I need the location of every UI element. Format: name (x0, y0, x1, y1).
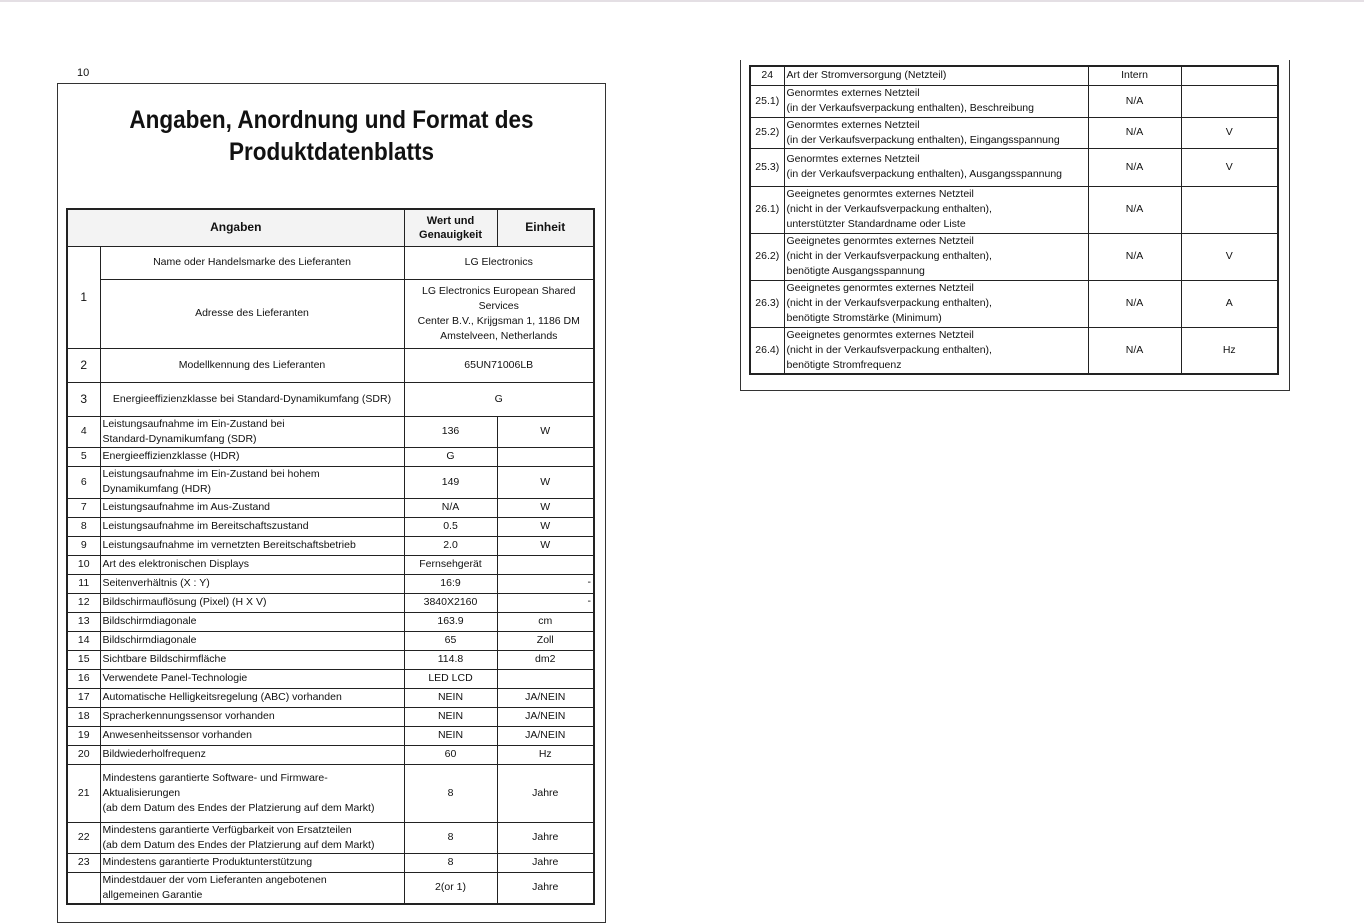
unit-text: V (1225, 126, 1233, 138)
page-number: 10 (77, 67, 90, 79)
row-number: 17 (67, 688, 100, 707)
row-value: N/A (1088, 186, 1181, 233)
table-row (67, 574, 594, 593)
row-value: 149 (404, 466, 497, 498)
row-number: 8 (67, 517, 100, 536)
row-value: N/A (1088, 148, 1181, 186)
unit-text: W (540, 425, 551, 437)
power-supply-table (749, 65, 1279, 375)
row-label (100, 650, 404, 669)
row-label-line: Geeignetes genormtes externes Netzteil (786, 328, 974, 341)
row-label (100, 726, 404, 745)
row-unit (497, 669, 594, 688)
row-label (100, 593, 404, 612)
row-label-line: (nicht in der Verkaufsverpackung enthalten), (786, 343, 992, 356)
table-row (67, 517, 594, 536)
row-unit (497, 466, 594, 498)
table-row (67, 650, 594, 669)
row-label-line: Bildschirmauflösung (Pixel) (H X V) (102, 596, 267, 608)
row-number: 19 (67, 726, 100, 745)
row-value: 8 (404, 764, 497, 822)
row-value: NEIN (404, 707, 497, 726)
row-unit (497, 688, 594, 707)
row-value: 0.5 (404, 517, 497, 536)
row-label-line: Mindestens garantierte Produktunterstützung (102, 856, 313, 868)
row-value: 65 (404, 631, 497, 650)
row-label-line: Mindestens garantierte Verfügbarkeit von Ersatzteilen (102, 823, 352, 836)
row-value: 114.8 (404, 650, 497, 669)
row-value: N/A (1088, 280, 1181, 327)
row-number: 26.4) (750, 327, 784, 374)
row-number: 2 (67, 348, 100, 382)
row-number: 18 (67, 707, 100, 726)
table-row (67, 688, 594, 707)
row-number: 11 (67, 574, 100, 593)
table-row (67, 745, 594, 764)
unit-text: W (540, 539, 551, 551)
row-label-line: (nicht in der Verkaufsverpackung enthalten), (786, 250, 992, 262)
table-row (750, 327, 1278, 374)
unit-text: Hz (1222, 343, 1236, 356)
row-number: 25.3) (750, 148, 784, 186)
row-label (100, 669, 404, 688)
table-row (67, 669, 594, 688)
row-label-line: Energieeffizienzklasse (HDR) (102, 450, 240, 462)
row-label: Energieeffizienzklasse bei Standard-Dynamikumfang (SDR) (100, 382, 404, 416)
table-row (750, 186, 1278, 233)
row-label (100, 466, 404, 498)
row-label: Modellkennung des Lieferanten (100, 348, 404, 382)
row-label-line: Genormtes externes Netzteil (786, 87, 920, 99)
row-number: 16 (67, 669, 100, 688)
row-label-line: Art des elektronischen Displays (102, 558, 249, 570)
row-number: 21 (67, 764, 100, 822)
unit-text: Jahre (532, 786, 559, 799)
row-label-line: Mindestens garantierte Software- und Firmware-Aktualisierungen (102, 771, 328, 799)
row-number: 7 (67, 498, 100, 517)
row-value: 2.0 (404, 536, 497, 555)
row-number (67, 872, 100, 904)
row-label-line: Geeignetes genormtes externes Netzteil (786, 282, 974, 294)
table-row (67, 246, 594, 279)
row-label-line: Genormtes externes Netzteil (786, 118, 920, 131)
row-unit (1181, 66, 1278, 85)
row-unit (1181, 280, 1278, 327)
unit-text: JA/NEIN (525, 710, 566, 722)
row-unit (497, 853, 594, 872)
row-label-line: Leistungsaufnahme im Ein-Zustand bei (102, 417, 285, 430)
row-label (100, 764, 404, 822)
row-unit (497, 574, 594, 593)
table-row (67, 764, 594, 822)
row-label-line: (ab dem Datum des Endes der Platzierung auf dem Markt) (102, 838, 375, 851)
row-number: 15 (67, 650, 100, 669)
table-row (750, 280, 1278, 327)
row-number: 25.1) (750, 85, 784, 117)
row-number: 22 (67, 822, 100, 853)
row-label (784, 117, 1088, 148)
row-label-line: (in der Verkaufsverpackung enthalten), Beschreibung (786, 102, 1034, 114)
row-value: 3840X2160 (404, 593, 497, 612)
row-label (100, 447, 404, 466)
row-number: 25.2) (750, 117, 784, 148)
table-row (67, 279, 594, 348)
row-number: 3 (67, 382, 100, 416)
row-value: N/A (1088, 327, 1181, 374)
row-value: Intern (1088, 66, 1181, 85)
row-label (100, 498, 404, 517)
table-row (67, 822, 594, 853)
row-label (784, 85, 1088, 117)
unit-text: dm2 (535, 653, 556, 665)
table-row (67, 416, 594, 447)
row-number: 26.2) (750, 233, 784, 280)
row-unit (497, 498, 594, 517)
unit-dash: - (587, 594, 591, 607)
row-label-line: Leistungsaufnahme im Bereitschaftszustand (102, 520, 309, 532)
row-number: 6 (67, 466, 100, 498)
row-label-line: Spracherkennungssensor vorhanden (102, 710, 275, 722)
row-label-line: benötigte Ausgangsspannung (786, 265, 925, 277)
row-number: 14 (67, 631, 100, 650)
table-row (67, 631, 594, 650)
unit-text: cm (538, 615, 553, 627)
row-label-line: Bildschirmdiagonale (102, 634, 197, 646)
row-unit (497, 536, 594, 555)
row-number: 12 (67, 593, 100, 612)
row-unit (497, 726, 594, 745)
unit-text: V (1225, 250, 1233, 262)
row-label-line: (ab dem Datum des Endes der Platzierung auf dem Markt) (102, 801, 375, 814)
row-number: 20 (67, 745, 100, 764)
row-label-line: Leistungsaufnahme im Ein-Zustand bei hohem (102, 468, 320, 480)
row-unit (497, 650, 594, 669)
header-angaben: Angaben (67, 209, 404, 246)
row-number: 1 (67, 246, 100, 348)
row-unit (1181, 85, 1278, 117)
row-number: 9 (67, 536, 100, 555)
row-unit (497, 707, 594, 726)
row-label: Name oder Handelsmarke des Lieferanten (100, 246, 404, 279)
table-row (67, 612, 594, 631)
unit-text: JA/NEIN (525, 729, 566, 741)
row-value: LED LCD (404, 669, 497, 688)
row-value: 8 (404, 822, 497, 853)
row-unit (497, 416, 594, 447)
row-number: 24 (750, 66, 784, 85)
row-label-line: (nicht in der Verkaufsverpackung enthalten), (786, 203, 992, 215)
row-label (100, 853, 404, 872)
row-unit (497, 745, 594, 764)
row-label-line: Automatische Helligkeitsregelung (ABC) vorhanden (102, 691, 342, 703)
unit-text: Jahre (532, 856, 559, 868)
row-label (784, 280, 1088, 327)
row-label-line: allgemeinen Garantie (102, 888, 203, 901)
row-label-line: Verwendete Panel-Technologie (102, 672, 248, 684)
row-unit (497, 612, 594, 631)
table-row (750, 233, 1278, 280)
table-header-row (67, 209, 594, 246)
row-label-line: Leistungsaufnahme im Aus-Zustand (102, 501, 271, 513)
table-row (750, 66, 1278, 85)
unit-dash: - (587, 575, 591, 588)
unit-text: Jahre (532, 881, 559, 894)
unit-text: W (540, 520, 551, 532)
row-value: N/A (1088, 117, 1181, 148)
table-row (67, 726, 594, 745)
table-row (67, 498, 594, 517)
row-number: 5 (67, 447, 100, 466)
unit-text: Hz (538, 748, 552, 760)
row-unit (497, 631, 594, 650)
unit-text: Jahre (532, 831, 559, 843)
row-value: 65UN71006LB (404, 348, 594, 382)
table-row (67, 853, 594, 872)
unit-text: A (1225, 297, 1233, 309)
unit-text: Zoll (536, 634, 554, 646)
row-value: LG Electronics European Shared Services Center B.V., Krijgsman 1, 1186 DM Amstelveen, Netherlands (404, 279, 594, 348)
row-value: 16:9 (404, 574, 497, 593)
table-row (67, 593, 594, 612)
unit-text: W (540, 475, 551, 488)
row-label-line: Dynamikumfang (HDR) (102, 483, 212, 495)
table-row (67, 872, 594, 904)
row-number: 4 (67, 416, 100, 447)
product-data-table (66, 208, 595, 905)
row-label-line: Geeignetes genormtes externes Netzteil (786, 188, 974, 200)
row-label-line: (in der Verkaufsverpackung enthalten), Eingangsspannung (786, 133, 1060, 146)
page-title (84, 104, 578, 168)
row-unit (497, 593, 594, 612)
table-row (67, 447, 594, 466)
row-value: N/A (1088, 85, 1181, 117)
row-label (100, 707, 404, 726)
row-number: 26.3) (750, 280, 784, 327)
row-label (100, 688, 404, 707)
unit-text: JA/NEIN (525, 691, 566, 703)
row-value: NEIN (404, 726, 497, 745)
row-unit (497, 872, 594, 904)
row-label (100, 416, 404, 447)
row-unit (1181, 148, 1278, 186)
row-number: 13 (67, 612, 100, 631)
header-einheit: Einheit (497, 209, 594, 246)
row-value: 163.9 (404, 612, 497, 631)
row-number: 10 (67, 555, 100, 574)
row-value: 2(or 1) (404, 872, 497, 904)
row-label (784, 186, 1088, 233)
row-label (100, 822, 404, 853)
row-label (100, 631, 404, 650)
row-label: Adresse des Lieferanten (100, 279, 404, 348)
row-label-line: (nicht in der Verkaufsverpackung enthalten), (786, 297, 992, 309)
table-row (67, 707, 594, 726)
table-row (67, 382, 594, 416)
row-label-line: Geeignetes genormtes externes Netzteil (786, 235, 974, 247)
row-label (100, 612, 404, 631)
row-label-line: Standard-Dynamikumfang (SDR) (102, 432, 257, 445)
header-wert: Wert und Genauigkeit (404, 209, 497, 246)
row-unit (1181, 186, 1278, 233)
row-value: 136 (404, 416, 497, 447)
row-label-line: Seitenverhältnis (X : Y) (102, 577, 210, 589)
row-value: LG Electronics (404, 246, 594, 279)
row-number: 23 (67, 853, 100, 872)
row-value: Fernsehgerät (404, 555, 497, 574)
row-label (784, 66, 1088, 85)
row-label-line: Mindestdauer der vom Lieferanten angebotenen (102, 873, 327, 886)
row-value: G (404, 447, 497, 466)
row-label (784, 233, 1088, 280)
table-row (67, 348, 594, 382)
row-label (100, 745, 404, 764)
table-row (750, 148, 1278, 186)
row-label-line: benötigte Stromstärke (Minimum) (786, 312, 942, 324)
row-value: N/A (1088, 233, 1181, 280)
row-unit (1181, 117, 1278, 148)
row-label (784, 327, 1088, 374)
title-line-2: Produktdatenblatts (228, 138, 435, 166)
row-label-line: Leistungsaufnahme im vernetzten Bereitschaftsbetrieb (102, 539, 356, 551)
row-label-line: benötigte Stromfrequenz (786, 358, 902, 371)
row-label-line: (in der Verkaufsverpackung enthalten), Ausgangsspannung (786, 168, 1063, 180)
row-value: N/A (404, 498, 497, 517)
row-unit (1181, 233, 1278, 280)
row-label-line: Bildwiederholfrequenz (102, 748, 206, 760)
row-unit (497, 447, 594, 466)
row-label-line: unterstützter Standardname oder Liste (786, 218, 966, 230)
row-label (100, 536, 404, 555)
table-row (750, 117, 1278, 148)
row-label-line: Anwesenheitssensor vorhanden (102, 729, 252, 741)
table-row (67, 555, 594, 574)
row-unit (497, 555, 594, 574)
row-label-line: Art der Stromversorgung (Netzteil) (786, 69, 947, 82)
row-value: 60 (404, 745, 497, 764)
row-label-line: Sichtbare Bildschirmfläche (102, 653, 227, 665)
table-row (750, 85, 1278, 117)
title-line-1: Angaben, Anordnung und Format des (129, 106, 534, 134)
top-divider (0, 0, 1364, 2)
row-value: G (404, 382, 594, 416)
row-label-line: Genormtes externes Netzteil (786, 153, 920, 165)
table-row (67, 466, 594, 498)
row-unit (497, 517, 594, 536)
row-label (100, 574, 404, 593)
unit-text: V (1225, 160, 1233, 173)
row-number: 26.1) (750, 186, 784, 233)
row-unit (1181, 327, 1278, 374)
row-label (100, 517, 404, 536)
row-label (100, 872, 404, 904)
row-label-line: Bildschirmdiagonale (102, 615, 197, 627)
row-value: 8 (404, 853, 497, 872)
row-label (784, 148, 1088, 186)
row-label (100, 555, 404, 574)
table-row (67, 536, 594, 555)
row-value: NEIN (404, 688, 497, 707)
unit-text: W (540, 501, 551, 513)
row-unit (497, 822, 594, 853)
row-unit (497, 764, 594, 822)
